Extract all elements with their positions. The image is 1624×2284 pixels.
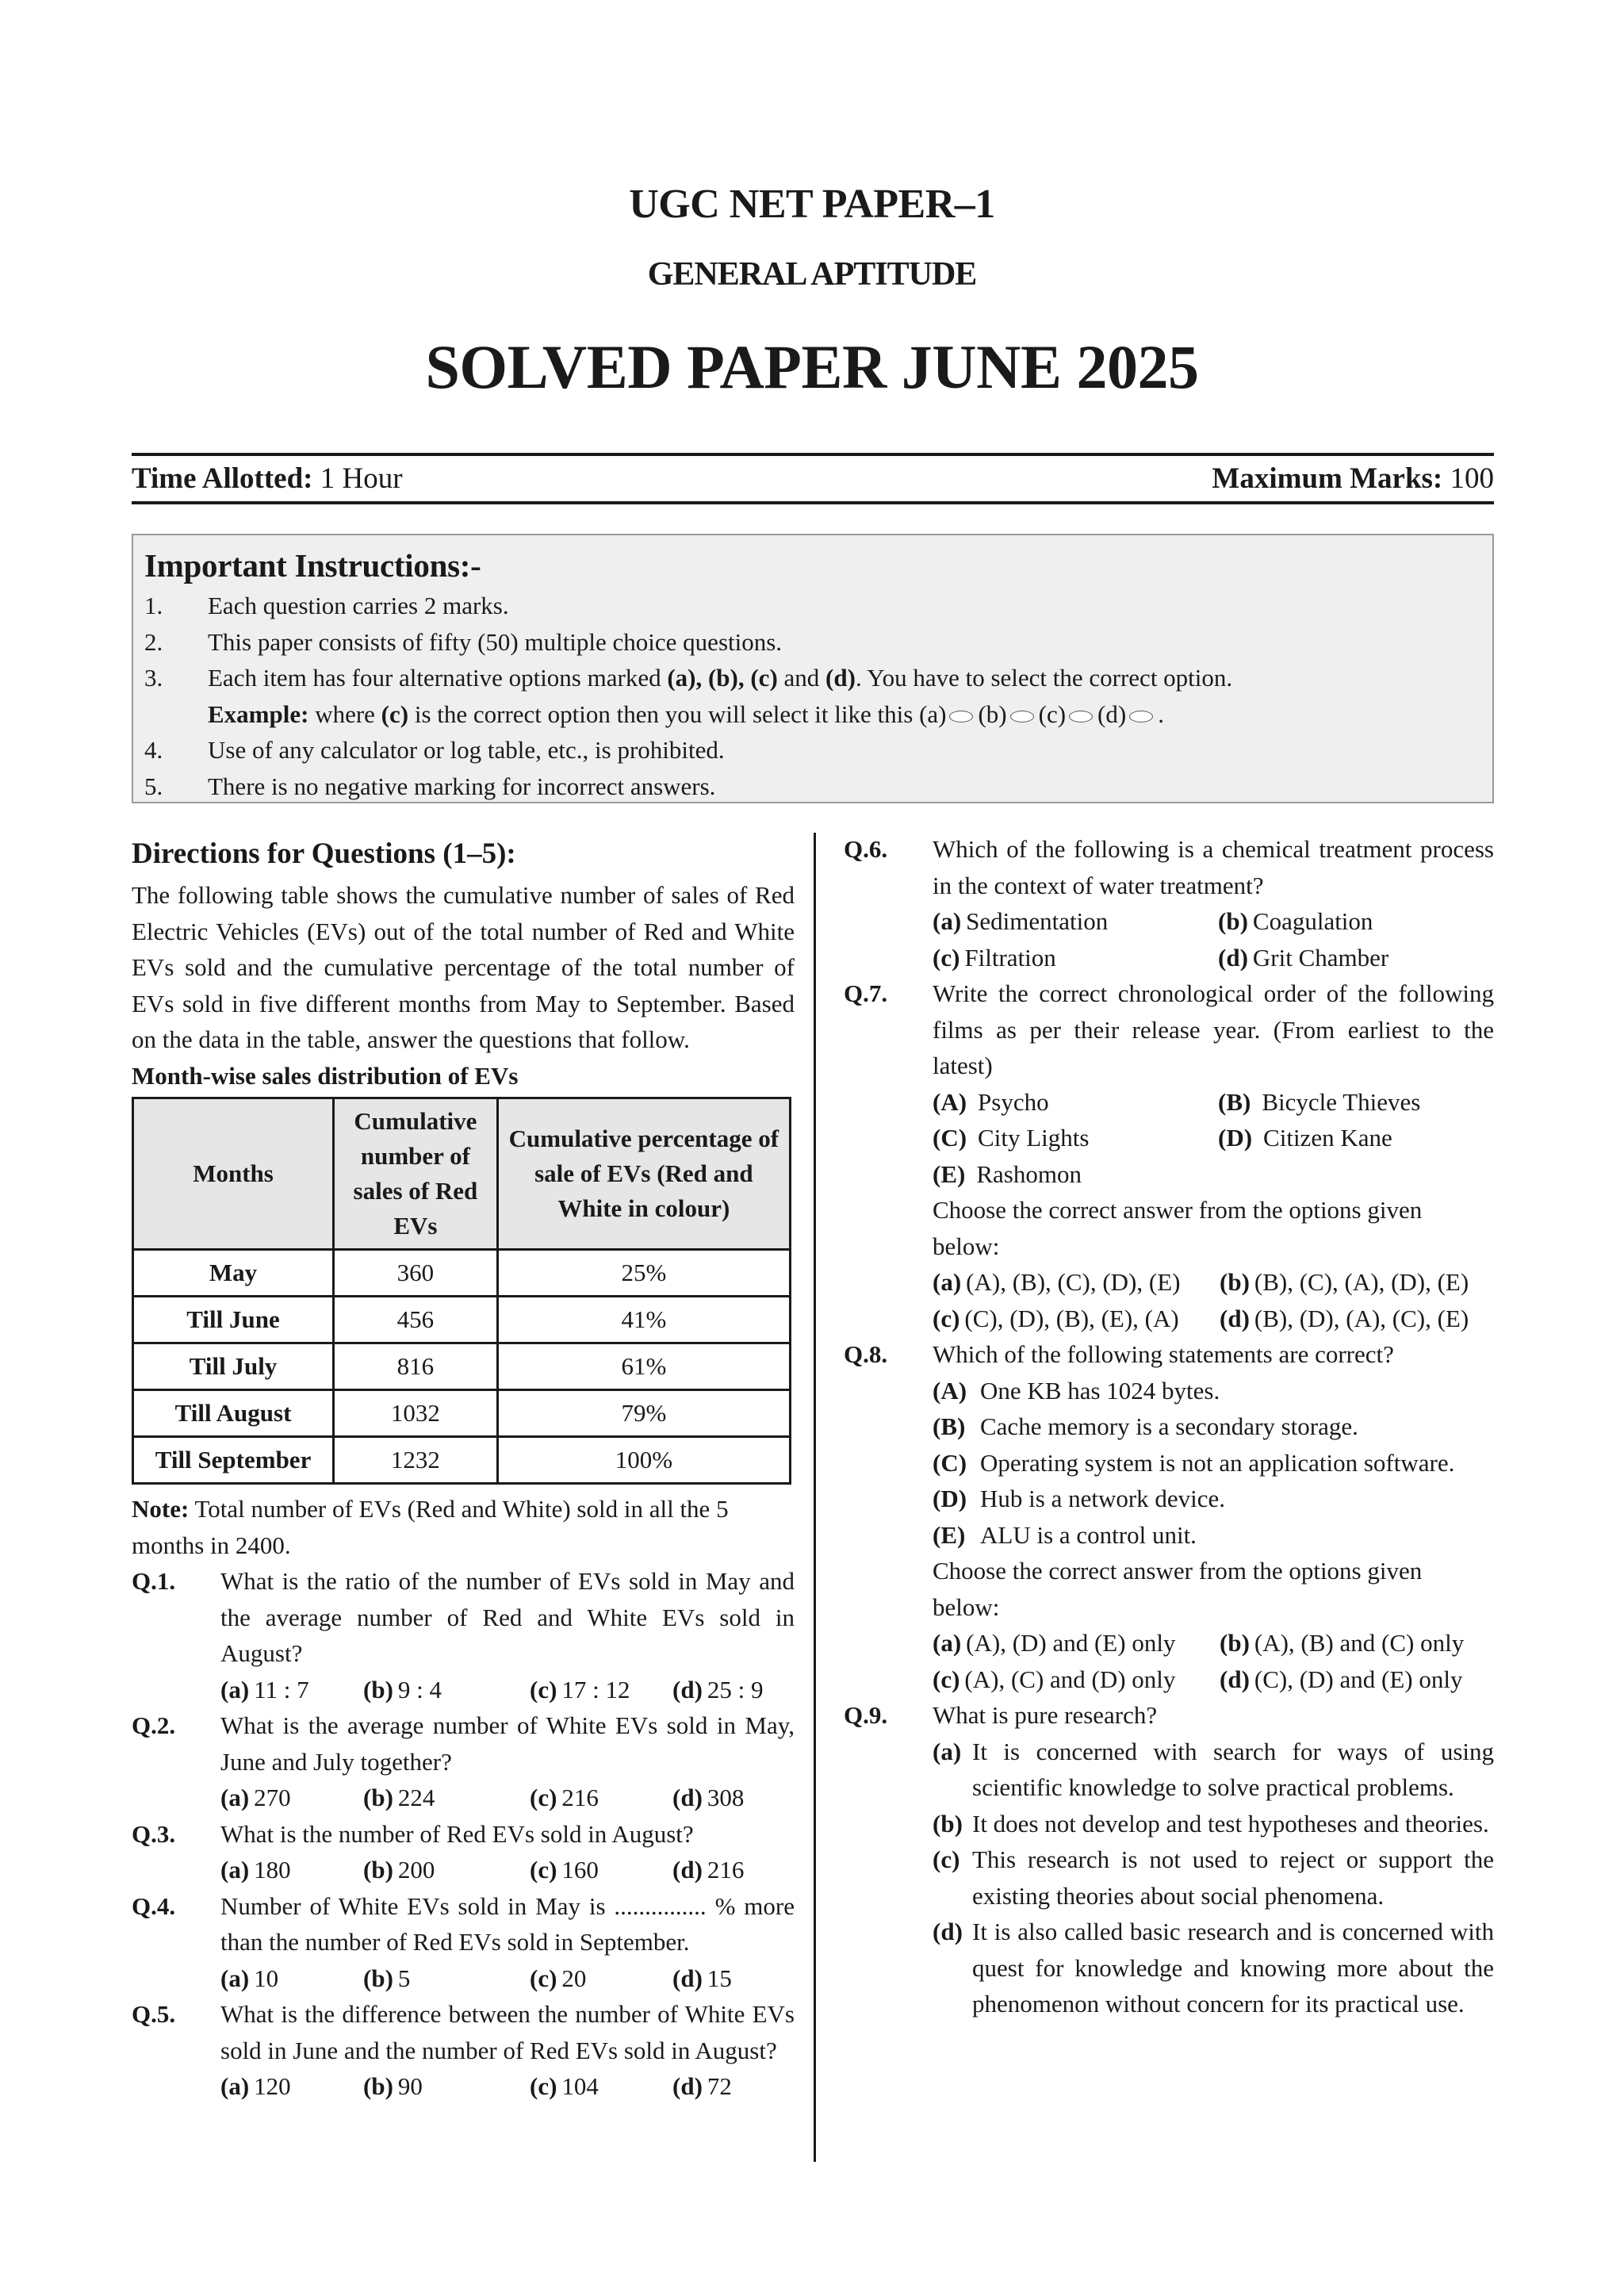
option-text: 11 : 7 [254,1675,309,1703]
instruction-text-part: . You have to select the correct option. [855,664,1233,692]
option-label: (d) [933,1918,963,1945]
option-c[interactable] [844,1841,1494,1914]
option-b[interactable] [363,1672,530,1708]
instruction-number: 4. [144,736,163,764]
item-text: Psycho [978,1087,1049,1116]
item-b [1218,1084,1494,1121]
option-d[interactable] [1220,1301,1494,1337]
month-cell: Till July [133,1343,334,1390]
option-d[interactable] [672,1672,815,1708]
table-row [133,1343,791,1390]
instructions-box [132,534,1494,803]
option-label: (b) [1220,1629,1250,1657]
option-text: 9 : 4 [397,1675,442,1703]
example-option-b: (b) [978,699,1007,728]
option-label: (a) [220,1964,250,1992]
option-c[interactable] [933,1661,1220,1698]
option-b[interactable] [363,1852,530,1888]
question-number: Q.9. [844,1701,888,1729]
percentage-cell: 41% [497,1297,790,1343]
option-label: (a) [220,2072,250,2100]
option-text: Grit Chamber [1252,943,1389,971]
question-7-options [844,1264,1494,1336]
right-column [844,831,1494,2022]
percentage-cell: 61% [497,1343,790,1390]
option-text: 270 [254,1784,291,1811]
question-text: What is the ratio of the number of EVs sold in May and the average number of Red and White EVs sold in August? [220,1567,795,1667]
option-b[interactable] [1218,903,1494,940]
table-row [133,1250,791,1297]
option-label: (c) [530,1675,557,1703]
option-label: (c) [933,1845,960,1873]
item-label: (E) [933,1159,966,1188]
instruction-number: 5. [144,772,163,800]
option-c[interactable] [530,1852,672,1888]
instruction-item [144,768,1480,805]
option-text: 90 [397,2072,423,2100]
answer-oval-icon [1129,711,1153,722]
instruction-text: Use of any calculator or log table, etc., is prohibited. [208,736,725,764]
option-text: (A), (B), (C), (D), (E) [966,1268,1181,1296]
option-text: It is also called basic research and is concerned with quest for knowledge and knowing more about the phenomenon without concern for its practical use. [972,1918,1494,2018]
example-text: is the correct option then you will select it like this [408,699,914,728]
option-text: 180 [254,1856,291,1884]
option-markers: (a), (b), (c) [667,664,778,692]
option-d[interactable] [672,2068,815,2105]
question-text: Which of the following is a chemical treatment process in the context of water treatment? [933,835,1494,899]
instruction-text-part: and [777,664,826,692]
bottom-rule [132,501,1494,504]
option-text: Filtration [964,943,1056,971]
instructions-list [144,588,1480,804]
option-text: 120 [254,2072,291,2100]
option-text: 200 [397,1856,435,1884]
month-cell: Till September [133,1437,334,1484]
option-label: (d) [672,2072,703,2100]
instruction-number: 2. [144,627,163,656]
statement-c [844,1445,1494,1481]
option-b[interactable] [1220,1625,1494,1661]
option-c[interactable] [530,1672,672,1708]
option-text: 17 : 12 [561,1675,630,1703]
question-number: Q.7. [844,979,888,1007]
choose-instruction: Choose the correct answer from the options given below: [933,1557,1423,1621]
instruction-text: Each question carries 2 marks. [208,592,509,619]
exam-meta-row [132,462,1494,496]
directions-text: The following table shows the cumulative number of sales of Red Electric Vehicles (EVs) out of the total number of Red and White EVs sold and the cumulative percentage of the total number of EVs sold in five different months from May to September. Based on the data in the table, answer the questions that follow. [132,881,795,1053]
option-text: (B), (D), (A), (C), (E) [1254,1304,1469,1332]
option-label: (c) [933,1665,960,1693]
option-label: (c) [530,2072,557,2100]
option-text: 10 [254,1964,279,1992]
instruction-item [144,624,1480,661]
item-text: Bicycle Thieves [1262,1087,1421,1116]
option-label: (d) [672,1856,703,1884]
option-label: (a) [220,1675,250,1703]
question-7 [844,975,1494,1084]
example-end: . [1158,699,1164,728]
option-label: (a) [933,1268,962,1296]
instruction-text: This paper consists of fifty (50) multiple choice questions. [208,627,783,656]
option-text: (C), (D), (B), (E), (A) [964,1304,1179,1332]
option-text: 5 [397,1964,411,1992]
red-ev-cell: 360 [334,1250,498,1297]
item-d [1218,1120,1494,1156]
option-label: (a) [933,907,962,935]
question-number: Q.8. [844,1340,888,1368]
question-2 [132,1707,795,1780]
question-5-options [132,2068,795,2105]
paper-title: SOLVED PAPER JUNE 2025 [425,332,1199,401]
question-6 [844,831,1494,903]
question-text: What is the number of Red EVs sold in August? [220,1819,694,1848]
marks-value: 100 [1450,462,1494,495]
statement-text: Hub is a network device. [980,1485,1226,1512]
percentage-cell: 25% [497,1250,790,1297]
instruction-number: 3. [144,664,163,692]
option-label: (a) [220,1856,250,1884]
option-text: Coagulation [1252,907,1373,935]
header-percentage: Cumulative percentage of sale of EVs (Red and White in colour) [497,1098,790,1250]
table-note [132,1491,795,1563]
item-c [933,1120,1218,1156]
option-label: (b) [363,1964,393,1992]
question-8 [844,1336,1494,1373]
option-b[interactable] [844,1806,1494,1842]
statement-label: (D) [933,1485,967,1512]
red-ev-cell: 816 [334,1343,498,1390]
example-option-d: (d) [1097,699,1127,728]
item-a [933,1084,1218,1121]
marks-label: Maximum Marks: [1212,462,1443,495]
exam-title: UGC NET PAPER–1 [629,182,995,227]
option-a[interactable] [933,1264,1220,1301]
instruction-item [144,588,1480,624]
red-ev-cell: 1032 [334,1390,498,1437]
question-3-options [132,1852,795,1888]
option-a[interactable] [933,1625,1220,1661]
table-row [133,1297,791,1343]
table-caption: Month-wise sales distribution of EVs [132,1061,519,1090]
month-cell: Till August [133,1390,334,1437]
option-a[interactable] [933,903,1218,940]
option-d[interactable] [672,1960,815,1997]
time-label: Time Allotted: [132,462,313,495]
question-4-options [132,1960,795,1997]
option-d[interactable] [672,1780,815,1816]
item-label: (D) [1218,1124,1253,1152]
option-label: (c) [530,1964,557,1992]
option-label: (b) [363,1856,393,1884]
item-label: (C) [933,1124,967,1152]
instruction-text-part: Each item has four alternative options marked [208,664,668,692]
option-a[interactable] [844,1734,1494,1806]
option-label: (d) [1218,943,1248,971]
option-d[interactable] [1220,1661,1494,1698]
note-text: Total number of EVs (Red and White) sold in all the 5 months in 2400. [132,1495,729,1559]
option-d[interactable] [1218,940,1494,976]
question-text: Number of White EVs sold in May is ............... % more than the number of Red EVs sold in September. [220,1891,795,1956]
month-cell: Till June [133,1297,334,1343]
question-number: Q.3. [132,1819,176,1848]
question-9 [844,1697,1494,1734]
header-red-evs: Cumulative number of sales of Red EVs [334,1098,498,1250]
statement-label: (C) [933,1448,967,1477]
note-label: Note: [132,1495,190,1523]
option-text: It does not develop and test hypotheses and theories. [972,1809,1489,1838]
table-row [133,1437,791,1484]
answer-oval-icon [949,711,973,722]
percentage-cell: 79% [497,1390,790,1437]
option-a[interactable] [220,1780,363,1816]
statement-text: One KB has 1024 bytes. [980,1376,1220,1405]
option-label: (b) [1220,1268,1250,1296]
option-label: (b) [1218,907,1248,935]
option-text: Sedimentation [966,907,1109,935]
question-3 [132,1816,795,1853]
left-column [132,831,795,2105]
time-value: 1 Hour [320,462,403,495]
instruction-item [144,660,1480,696]
option-text: 72 [707,2072,732,2100]
instruction-number: 1. [144,592,163,619]
table-header-row [133,1098,791,1250]
question-7-items [844,1084,1494,1193]
question-2-options [132,1780,795,1816]
question-text: What is the difference between the number of White EVs sold in June and the number of Red EVs sold in August? [220,2000,795,2064]
item-text: City Lights [978,1124,1090,1152]
instructions-title: Important Instructions:- [144,547,481,584]
statement-label: (A) [933,1376,967,1405]
option-label: (b) [363,1784,393,1811]
instruction-text [208,660,1232,696]
option-text: 308 [707,1784,745,1811]
red-ev-cell: 1232 [334,1437,498,1484]
option-label: (a) [220,1784,250,1811]
question-number: Q.1. [132,1567,176,1595]
option-b[interactable] [1220,1264,1494,1301]
option-text: 160 [561,1856,599,1884]
item-label: (A) [933,1087,967,1116]
instruction-example [144,696,1480,733]
option-label: (d) [1220,1304,1250,1332]
question-1-options [132,1672,795,1708]
header-months: Months [133,1098,334,1250]
maximum-marks [1212,462,1494,496]
month-cell: May [133,1250,334,1297]
item-label: (B) [1218,1087,1251,1116]
statement-label: (E) [933,1520,966,1549]
instruction-text: There is no negative marking for incorrect answers. [208,772,716,800]
question-1 [132,1563,795,1672]
item-e [933,1156,1218,1193]
question-number: Q.2. [132,1711,176,1739]
example-option-a: (a) [919,699,947,728]
option-text: (B), (C), (A), (D), (E) [1254,1268,1469,1296]
option-b[interactable] [363,1780,530,1816]
option-text: (A), (C) and (D) only [964,1665,1176,1693]
option-text: 216 [707,1856,745,1884]
option-a[interactable] [220,2068,363,2105]
option-text: 15 [707,1964,732,1992]
option-label: (d) [672,1675,703,1703]
statement-text: Cache memory is a secondary storage. [980,1412,1358,1440]
option-text: 224 [397,1784,435,1811]
option-text: (A), (D) and (E) only [966,1629,1176,1657]
statement-label: (B) [933,1412,966,1440]
option-text: (A), (B) and (C) only [1254,1629,1465,1657]
option-label: (c) [933,1304,960,1332]
option-a[interactable] [220,1852,363,1888]
item-text: Citizen Kane [1263,1124,1392,1152]
question-text: What is pure research? [933,1701,1158,1729]
option-label: (a) [933,1737,962,1765]
option-label: (b) [933,1809,963,1838]
option-d[interactable] [672,1852,815,1888]
example-option-c: (c) [1038,699,1067,728]
table-row [133,1390,791,1437]
statement-text: ALU is a control unit. [980,1520,1197,1549]
option-b[interactable] [363,2068,530,2105]
statement-e [844,1517,1494,1554]
red-ev-cell: 456 [334,1297,498,1343]
option-label: (b) [363,1675,393,1703]
option-text: 216 [561,1784,599,1811]
option-d[interactable] [844,1914,1494,2022]
option-label: (b) [363,2072,393,2100]
option-a[interactable] [220,1672,363,1708]
option-a[interactable] [220,1960,363,1997]
instruction-item [144,732,1480,768]
option-label: (d) [1220,1665,1250,1693]
option-label: (d) [672,1964,703,1992]
ev-sales-table [132,1097,791,1485]
option-c[interactable] [933,1301,1220,1337]
directions-title: Directions for Questions (1–5): [132,837,516,870]
example-option: (c) [381,699,409,728]
option-text: 25 : 9 [707,1675,764,1703]
question-8-options [844,1625,1494,1697]
example-label: Example: [208,699,309,728]
question-5 [132,1996,795,2068]
answer-oval-icon [1010,711,1034,722]
exam-subtitle: GENERAL APTITUDE [647,256,977,293]
question-number: Q.6. [844,835,888,863]
option-text: (C), (D) and (E) only [1254,1665,1463,1693]
option-text: It is concerned with search for ways of using scientific knowledge to solve practical problems. [972,1737,1494,1801]
option-marker-d: (d) [825,664,856,692]
choose-instruction: Choose the correct answer from the options given below: [933,1196,1423,1260]
option-text: This research is not used to reject or support the existing theories about social phenomena. [972,1845,1494,1910]
statement-a [844,1373,1494,1409]
answer-oval-icon [1069,711,1093,722]
option-b[interactable] [363,1960,530,1997]
statement-b [844,1408,1494,1445]
top-rule [132,453,1494,456]
question-6-options [844,903,1494,975]
option-c[interactable] [933,940,1218,976]
option-label: (c) [933,943,960,971]
question-number: Q.5. [132,2000,176,2028]
option-text: 104 [561,2072,599,2100]
question-text: Write the correct chronological order of the following films as per their release year. (From earliest to the latest) [933,979,1494,1079]
option-c[interactable] [530,2068,672,2105]
question-4 [132,1888,795,1960]
time-allotted [132,462,403,496]
statement-text: Operating system is not an application software. [980,1448,1455,1477]
option-label: (c) [530,1856,557,1884]
percentage-cell: 100% [497,1437,790,1484]
option-text: 20 [561,1964,587,1992]
question-text: What is the average number of White EVs sold in May, June and July together? [220,1711,795,1776]
option-label: (d) [672,1784,703,1811]
statement-d [844,1481,1494,1517]
option-label: (c) [530,1784,557,1811]
item-text: Rashomon [976,1159,1082,1188]
question-text: Which of the following statements are correct? [933,1340,1394,1368]
option-label: (a) [933,1629,962,1657]
option-c[interactable] [530,1780,672,1816]
question-number: Q.4. [132,1891,176,1920]
option-c[interactable] [530,1960,672,1997]
example-text: where [308,699,381,728]
